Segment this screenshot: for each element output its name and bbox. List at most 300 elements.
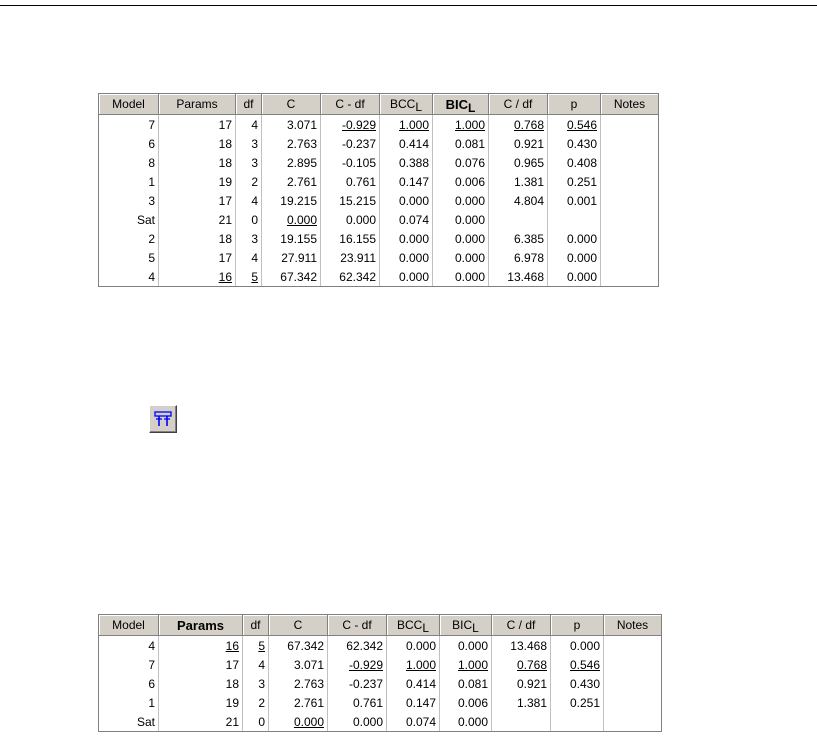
cell-df — [243, 655, 269, 674]
cell-cdf-ratio — [489, 267, 548, 287]
cell-notes — [604, 674, 662, 693]
cell-value: 0.546 — [569, 657, 600, 672]
cell-value: 19.155 — [280, 231, 317, 246]
cell-value: 0.000 — [398, 231, 429, 246]
cell-value: 0.414 — [398, 136, 429, 151]
cell-p — [548, 267, 601, 287]
cell-value: Sat — [136, 714, 155, 729]
cell-value: 0 — [258, 714, 265, 729]
cell-model — [99, 210, 159, 229]
cell-value: 3 — [251, 155, 258, 170]
cell-value: 1 — [148, 695, 155, 710]
cell-p — [551, 712, 604, 732]
cell-notes — [604, 655, 662, 674]
cell-bcc — [380, 172, 433, 191]
cell-notes — [604, 712, 662, 732]
cell-bcc — [387, 712, 440, 732]
cell-value: 0.251 — [566, 174, 597, 189]
cell-value: 19.215 — [280, 193, 317, 208]
table-row[interactable] — [99, 248, 659, 267]
cell-bcc — [380, 267, 433, 287]
cell-value: 0.000 — [398, 193, 429, 208]
cell-params — [159, 191, 236, 210]
cell-bcc — [380, 229, 433, 248]
cell-value: 0.000 — [457, 638, 488, 653]
cell-cdf — [328, 712, 387, 732]
cell-value: 0.761 — [352, 695, 383, 710]
cell-cdf-ratio — [489, 115, 548, 135]
cell-bcc — [387, 674, 440, 693]
cell-bcc — [387, 693, 440, 712]
cell-value: 1.381 — [516, 695, 547, 710]
cell-value: -0.929 — [341, 117, 376, 132]
cell-value: 0.074 — [405, 714, 436, 729]
cell-df — [236, 229, 262, 248]
cell-c — [269, 655, 328, 674]
column-header-c[interactable]: C — [262, 94, 321, 115]
cell-value: 16.155 — [339, 231, 376, 246]
cell-value: -0.237 — [348, 676, 383, 691]
cell-value: 0.408 — [566, 155, 597, 170]
cell-df — [236, 210, 262, 229]
cell-p — [548, 248, 601, 267]
cell-value: 6.385 — [513, 231, 544, 246]
table-row[interactable] — [99, 267, 659, 287]
cell-cdf — [321, 172, 380, 191]
cell-bcc — [387, 655, 440, 674]
cell-value: 8 — [148, 155, 155, 170]
cell-bic — [433, 115, 489, 135]
cell-cdf-ratio — [489, 191, 548, 210]
cell-value: -0.237 — [341, 136, 376, 151]
cell-value: 4 — [251, 250, 258, 265]
cell-model — [99, 693, 159, 712]
cell-value: 2.763 — [293, 676, 324, 691]
cell-cdf-ratio — [492, 636, 551, 656]
cell-value: 2.761 — [286, 174, 317, 189]
cell-value: 0.081 — [457, 676, 488, 691]
column-header-c-minus-df[interactable]: C - df — [321, 94, 380, 115]
cell-value: 3.071 — [293, 657, 324, 672]
cell-df — [243, 674, 269, 693]
cell-value: 0.761 — [345, 174, 376, 189]
cell-c — [262, 210, 321, 229]
cell-value: 4 — [148, 269, 155, 284]
cell-cdf-ratio — [492, 712, 551, 732]
cell-value: 4 — [251, 193, 258, 208]
table-row[interactable] — [99, 172, 659, 191]
column-header-bic-subscript: L — [472, 621, 479, 635]
cell-value: 67.342 — [280, 269, 317, 284]
cell-value: 2 — [258, 695, 265, 710]
cell-value: 1 — [148, 174, 155, 189]
column-header-df[interactable]: df — [243, 615, 269, 636]
cell-cdf — [321, 115, 380, 135]
cell-value: 1.000 — [454, 117, 485, 132]
cell-params — [159, 153, 236, 172]
column-header-p[interactable]: p — [551, 615, 604, 636]
cell-value: 5 — [148, 250, 155, 265]
cell-c — [262, 115, 321, 135]
cell-notes — [601, 153, 659, 172]
cell-value: 0.000 — [454, 193, 485, 208]
cell-cdf — [328, 674, 387, 693]
cell-cdf — [321, 267, 380, 287]
cell-value: 0.081 — [454, 136, 485, 151]
cell-cdf-ratio — [489, 229, 548, 248]
column-header-bcc-subscript: L — [422, 621, 430, 635]
cell-value: 0.000 — [569, 638, 600, 653]
cell-value: 6.978 — [513, 250, 544, 265]
cell-c — [262, 134, 321, 153]
cell-notes — [601, 172, 659, 191]
cell-bic — [433, 134, 489, 153]
cell-value: 0.000 — [457, 714, 488, 729]
cell-model — [99, 172, 159, 191]
cell-bic — [440, 712, 492, 732]
cell-value: 18 — [225, 676, 239, 691]
cell-value: 0.921 — [513, 136, 544, 151]
column-header-bic-subscript: L — [468, 100, 476, 115]
cell-df — [236, 115, 262, 135]
cell-model — [99, 248, 159, 267]
cell-c — [262, 267, 321, 287]
cell-bic — [440, 655, 492, 674]
cell-notes — [601, 115, 659, 135]
table-row[interactable] — [99, 115, 659, 135]
cell-value: 6 — [148, 676, 155, 691]
column-header-p[interactable]: p — [548, 94, 601, 115]
column-header-c-minus-df[interactable]: C - df — [328, 615, 387, 636]
cell-cdf-ratio — [489, 248, 548, 267]
cell-value: 19 — [225, 695, 239, 710]
cell-value: 16 — [225, 638, 239, 653]
cell-value: 23.911 — [340, 250, 376, 265]
table-row[interactable] — [99, 636, 662, 656]
cell-value: -0.105 — [341, 155, 376, 170]
table-row[interactable] — [99, 693, 662, 712]
cell-bcc — [380, 191, 433, 210]
cell-value: 2.763 — [286, 136, 317, 151]
table-row[interactable] — [99, 191, 659, 210]
cell-cdf — [321, 229, 380, 248]
column-header-model[interactable]: Model — [99, 94, 159, 115]
cell-params — [159, 693, 243, 712]
cell-value: 0.430 — [566, 136, 597, 151]
cell-cdf-ratio — [489, 172, 548, 191]
cell-c — [262, 229, 321, 248]
cell-params — [159, 172, 236, 191]
cell-value: 0.000 — [293, 714, 324, 729]
cell-model — [99, 267, 159, 287]
cell-params — [159, 115, 236, 135]
cell-value: 0.000 — [345, 212, 376, 227]
cell-df — [236, 267, 262, 287]
sort-filter-button[interactable] — [149, 405, 177, 433]
table-row[interactable] — [99, 655, 662, 674]
column-header-bcc[interactable] — [380, 94, 433, 115]
cell-c — [269, 693, 328, 712]
cell-bic — [440, 693, 492, 712]
cell-df — [236, 248, 262, 267]
cell-value: 18 — [218, 155, 232, 170]
cell-value: 13.468 — [510, 638, 547, 653]
cell-value: 0.000 — [405, 638, 436, 653]
cell-cdf — [321, 210, 380, 229]
table-row[interactable] — [99, 210, 659, 229]
cell-value: 4 — [148, 638, 155, 653]
cell-value: 0.251 — [569, 695, 600, 710]
cell-df — [243, 693, 269, 712]
table-body — [99, 636, 662, 732]
cell-df — [243, 712, 269, 732]
cell-value: 2.761 — [293, 695, 324, 710]
table-row[interactable] — [99, 229, 659, 248]
cell-value: 0.546 — [566, 117, 597, 132]
cell-notes — [604, 636, 662, 656]
column-header-bic[interactable] — [433, 94, 489, 115]
cell-value: 2 — [251, 174, 258, 189]
cell-bic — [433, 248, 489, 267]
cell-notes — [601, 267, 659, 287]
column-header-params[interactable]: Params — [159, 94, 236, 115]
cell-cdf — [321, 248, 380, 267]
cell-cdf-ratio — [489, 153, 548, 172]
cell-value: 17 — [218, 117, 232, 132]
cell-params — [159, 674, 243, 693]
cell-value: -0.929 — [348, 657, 383, 672]
cell-cdf — [328, 693, 387, 712]
cell-value: 3 — [148, 193, 155, 208]
cell-params — [159, 134, 236, 153]
cell-value: 0.414 — [405, 676, 436, 691]
cell-p — [548, 191, 601, 210]
cell-model — [99, 655, 159, 674]
cell-value: 4 — [251, 117, 258, 132]
cell-value: 67.342 — [287, 638, 324, 653]
cell-model — [99, 229, 159, 248]
cell-bcc — [380, 115, 433, 135]
cell-p — [548, 172, 601, 191]
column-header-params[interactable]: Params — [159, 615, 243, 636]
cell-value: 5 — [258, 638, 265, 653]
sort-filter-icon — [152, 408, 174, 430]
cell-value: 0.001 — [566, 193, 597, 208]
cell-model — [99, 191, 159, 210]
cell-value: 7 — [148, 657, 155, 672]
cell-value: 13.468 — [507, 269, 544, 284]
cell-cdf — [321, 191, 380, 210]
cell-bic — [433, 229, 489, 248]
column-header-c-over-df[interactable]: C / df — [489, 94, 548, 115]
cell-value: 0.388 — [398, 155, 429, 170]
cell-c — [269, 712, 328, 732]
column-header-bic-label: BIC — [452, 618, 473, 632]
cell-df — [236, 134, 262, 153]
cell-params — [159, 636, 243, 656]
cell-p — [551, 693, 604, 712]
cell-value: 0.430 — [569, 676, 600, 691]
cell-notes — [601, 248, 659, 267]
cell-value: 0.147 — [405, 695, 436, 710]
cell-value: 0.000 — [566, 269, 597, 284]
table-row[interactable] — [99, 134, 659, 153]
page-top-rule — [0, 5, 817, 6]
cell-value: 1.381 — [513, 174, 544, 189]
cell-value: 0.000 — [566, 250, 597, 265]
cell-df — [236, 191, 262, 210]
cell-notes — [601, 134, 659, 153]
model-comparison-table-sorted-bic — [98, 93, 659, 287]
table-header-row — [99, 615, 662, 636]
cell-cdf — [328, 655, 387, 674]
cell-params — [159, 655, 243, 674]
cell-value: 21 — [225, 714, 239, 729]
cell-df — [243, 636, 269, 656]
cell-value: 0.006 — [457, 695, 488, 710]
column-header-bic[interactable] — [440, 615, 492, 636]
cell-value: 3 — [251, 136, 258, 151]
cell-cdf — [321, 134, 380, 153]
cell-bcc — [380, 248, 433, 267]
cell-value: 15.215 — [339, 193, 376, 208]
cell-bic — [433, 267, 489, 287]
cell-value: 2 — [148, 231, 155, 246]
column-header-c[interactable]: C — [269, 615, 328, 636]
cell-value: 18 — [218, 136, 232, 151]
cell-model — [99, 115, 159, 135]
table-row[interactable] — [99, 153, 659, 172]
cell-cdf — [321, 153, 380, 172]
cell-value: 3 — [251, 231, 258, 246]
cell-notes — [604, 693, 662, 712]
cell-value: 16 — [218, 269, 232, 284]
cell-bcc — [380, 153, 433, 172]
cell-value: 0.006 — [454, 174, 485, 189]
cell-value: 0.000 — [352, 714, 383, 729]
cell-df — [236, 172, 262, 191]
cell-params — [159, 229, 236, 248]
cell-df — [236, 153, 262, 172]
cell-params — [159, 210, 236, 229]
column-header-bcc-label: BCC — [396, 618, 423, 632]
cell-c — [262, 248, 321, 267]
cell-value: 0.000 — [454, 250, 485, 265]
column-header-bcc[interactable] — [387, 615, 440, 636]
cell-cdf-ratio — [489, 210, 548, 229]
cell-value: 0.768 — [513, 117, 544, 132]
column-header-model[interactable]: Model — [99, 615, 159, 636]
cell-cdf-ratio — [489, 134, 548, 153]
column-header-bic-label: BIC — [445, 96, 469, 112]
cell-p — [548, 134, 601, 153]
cell-c — [269, 674, 328, 693]
column-header-notes[interactable]: Notes — [601, 94, 659, 115]
cell-value: 0.000 — [454, 212, 485, 227]
cell-value: 17 — [218, 193, 232, 208]
cell-value: 4 — [258, 657, 265, 672]
cell-value: 0.965 — [513, 155, 544, 170]
cell-bic — [440, 636, 492, 656]
model-comparison-table-sorted-params — [98, 614, 662, 732]
cell-bcc — [380, 134, 433, 153]
cell-value: 1.000 — [405, 657, 436, 672]
cell-value: 0.000 — [286, 212, 317, 227]
column-header-c-over-df[interactable]: C / df — [492, 615, 551, 636]
column-header-df[interactable]: df — [236, 94, 262, 115]
cell-value: 0.074 — [398, 212, 429, 227]
cell-value: 27.911 — [281, 250, 317, 265]
cell-bic — [433, 172, 489, 191]
cell-p — [548, 115, 601, 135]
cell-cdf-ratio — [492, 655, 551, 674]
cell-value: 19 — [218, 174, 232, 189]
cell-value: 1.000 — [398, 117, 429, 132]
cell-model — [99, 134, 159, 153]
cell-p — [551, 674, 604, 693]
cell-value: 2.895 — [286, 155, 317, 170]
cell-bic — [440, 674, 492, 693]
table-body — [99, 115, 659, 287]
cell-p — [548, 210, 601, 229]
cell-value: Sat — [136, 212, 155, 227]
cell-c — [262, 153, 321, 172]
cell-value: 0.147 — [398, 174, 429, 189]
cell-value: 1.000 — [457, 657, 488, 672]
cell-p — [548, 229, 601, 248]
cell-p — [551, 655, 604, 674]
cell-notes — [601, 210, 659, 229]
cell-params — [159, 712, 243, 732]
cell-value: 21 — [218, 212, 232, 227]
cell-cdf-ratio — [492, 693, 551, 712]
table-row[interactable] — [99, 674, 662, 693]
cell-value: 17 — [225, 657, 239, 672]
cell-model — [99, 674, 159, 693]
cell-value: 3.071 — [286, 117, 317, 132]
cell-p — [548, 153, 601, 172]
cell-value: 0 — [251, 212, 258, 227]
cell-bcc — [380, 210, 433, 229]
cell-value: 0.000 — [454, 231, 485, 246]
column-header-bcc-label: BCC — [389, 97, 416, 111]
cell-value: 18 — [218, 231, 232, 246]
cell-value: 0.000 — [454, 269, 485, 284]
cell-cdf-ratio — [492, 674, 551, 693]
column-header-notes[interactable]: Notes — [604, 615, 662, 636]
cell-bcc — [387, 636, 440, 656]
cell-c — [262, 191, 321, 210]
cell-value: 0.000 — [398, 269, 429, 284]
cell-value: 0.000 — [566, 231, 597, 246]
cell-value: 0.000 — [398, 250, 429, 265]
cell-cdf — [328, 636, 387, 656]
cell-value: 0.768 — [516, 657, 547, 672]
table-header-row — [99, 94, 659, 115]
cell-value: 0.921 — [516, 676, 547, 691]
cell-value: 4.804 — [513, 193, 544, 208]
table-row[interactable] — [99, 712, 662, 732]
cell-model — [99, 153, 159, 172]
cell-c — [269, 636, 328, 656]
cell-value: 3 — [258, 676, 265, 691]
cell-params — [159, 267, 236, 287]
cell-model — [99, 636, 159, 656]
cell-value: 5 — [251, 269, 258, 284]
cell-p — [551, 636, 604, 656]
cell-bic — [433, 210, 489, 229]
cell-bic — [433, 153, 489, 172]
